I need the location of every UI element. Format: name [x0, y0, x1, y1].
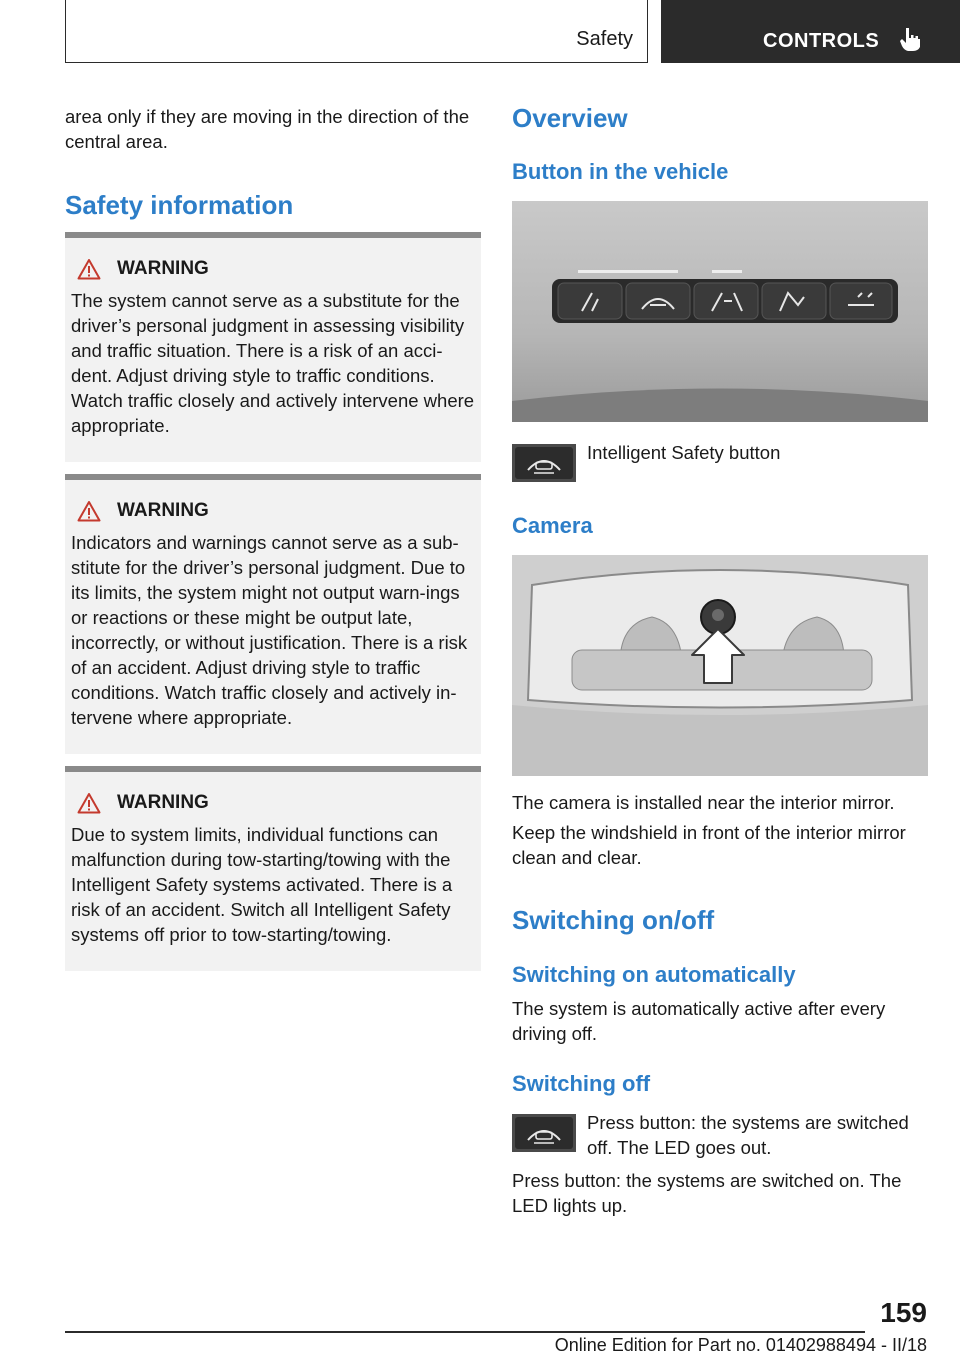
button-panel-photo: [512, 201, 928, 422]
warning-label: WARNING: [117, 258, 209, 279]
warning-title: [77, 256, 475, 282]
warning-title: [77, 790, 475, 816]
camera-paragraph-2: Keep the windshield in front of the interior mirror clean and clear.: [512, 822, 906, 868]
warning-box-2: [65, 474, 481, 754]
camera-paragraph-1: The camera is installed near the interior mirror.: [512, 792, 895, 813]
warning-title: [77, 498, 475, 524]
camera-heading: Camera: [512, 513, 593, 538]
switching-off-paragraph: Press button: the systems are switched off. The LED goes out.: [587, 1112, 909, 1158]
warning-triangle-icon: [77, 500, 101, 522]
intelligent-safety-button-icon: [512, 444, 576, 482]
warning-text: Due to system limits, individual functions can malfunction during tow-starting/towing with the Intelligent Safety systems activated. There is a risk of an accident. Switch all Intelligent Safety systems off prior to tow-starting/towing.: [71, 824, 453, 945]
intro-paragraph: area only if they are moving in the direction of the central area.: [65, 106, 470, 152]
switching-off-heading: Switching off: [512, 1071, 651, 1096]
header-section-box: [65, 0, 648, 63]
page-number: 159: [880, 1297, 927, 1328]
header-chapter-title: CONTROLS: [763, 30, 880, 52]
switching-on-off-heading: Switching on/off: [512, 905, 715, 935]
warning-text: Indicators and warnings cannot serve as a sub‐stitute for the driver’s personal judgment. Due to its limits, the system might not output warn‐ings or reactions or these might be output late, incorrectly, or without justification. There is a risk of an accident. Adjust driving style to traffic conditions. Watch traffic closely and actively in‐tervene where appropriate.: [71, 532, 468, 728]
safety-information-heading: Safety information: [65, 190, 294, 220]
warning-box-1: [65, 232, 481, 462]
warning-triangle-icon: [77, 258, 101, 280]
button-caption: Intelligent Safety button: [587, 442, 781, 463]
warning-text: The system cannot serve as a substitute for the driver’s personal judgment in assessing visibility and traffic situation. There is a risk of an acci‐dent. Adjust driving style to traffic conditions. Watch traffic closely and actively intervene where appropriate.: [71, 290, 475, 436]
camera-photo: [512, 555, 928, 776]
footer-edition: Online Edition for Part no. 01402988494 - II/18: [554, 1335, 927, 1355]
header-section-title: Safety: [576, 28, 633, 50]
warning-label: WARNING: [117, 792, 209, 813]
footer-divider: [65, 1331, 865, 1333]
overview-heading: Overview: [512, 103, 628, 133]
button-in-vehicle-heading: Button in the vehicle: [512, 159, 729, 184]
pointing-hand-icon: [897, 26, 923, 52]
intelligent-safety-button-icon: [512, 1114, 576, 1152]
warning-box-3: [65, 766, 481, 971]
switching-on-automatically-heading: Switching on automatically: [512, 962, 796, 987]
switching-on-paragraph: Press button: the systems are switched on. The LED lights up.: [512, 1170, 902, 1216]
auto-paragraph: The system is automatically active after every driving off.: [512, 998, 886, 1044]
warning-label: WARNING: [117, 500, 209, 521]
warning-triangle-icon: [77, 792, 101, 814]
header-chapter-tab: [661, 0, 960, 63]
